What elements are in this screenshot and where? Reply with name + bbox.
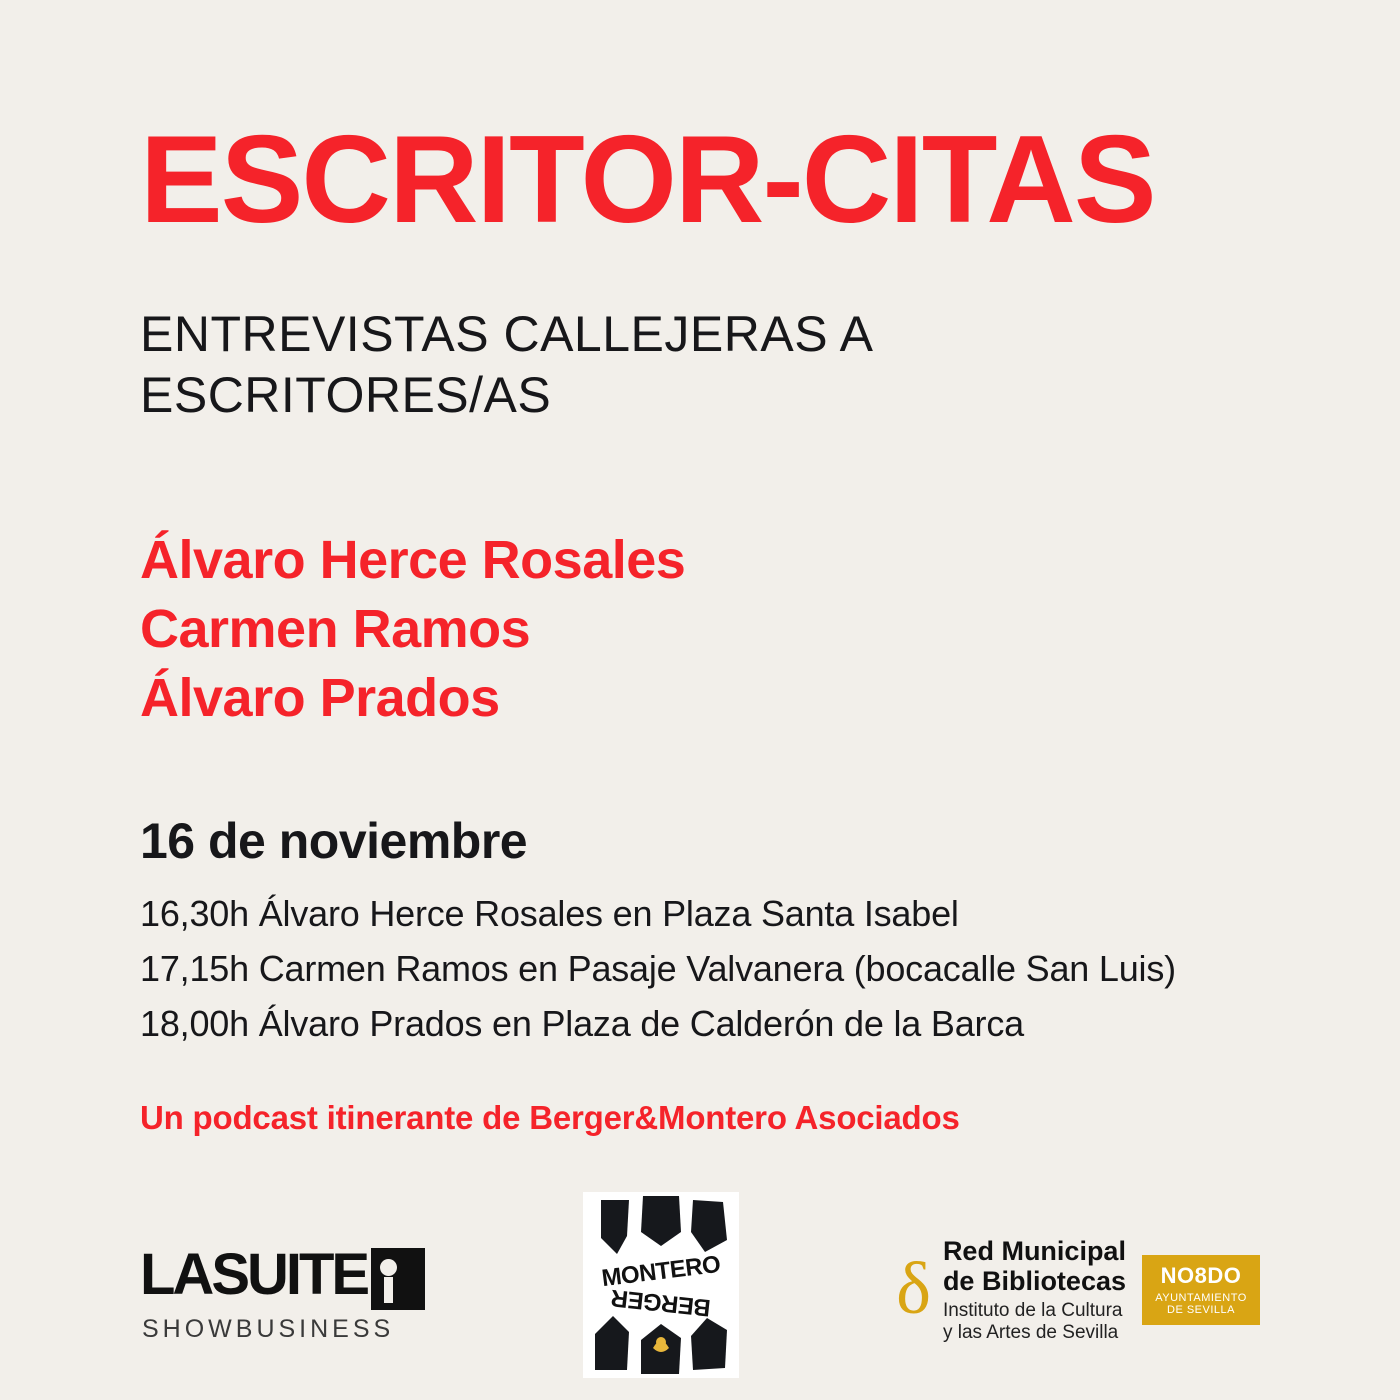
speaker-name: Álvaro Prados [140, 668, 500, 729]
bibliotecas-symbol-icon: δ [896, 1248, 931, 1331]
door-hanger-icon [371, 1248, 425, 1310]
schedule-list [140, 871, 1260, 1051]
bibliotecas-text [943, 1236, 1126, 1344]
bibliotecas-line-2: de Bibliotecas [942, 1266, 1126, 1297]
nodo-wordmark: NO8DO [1160, 1263, 1242, 1289]
lasuite-wordmark: LASUITE [140, 1242, 368, 1307]
event-date: 16 de noviembre [140, 813, 528, 870]
ayuntamiento-line-1: AYUNTAMIENTO [1155, 1292, 1247, 1305]
ayuntamiento-badge [1142, 1255, 1260, 1325]
speaker-name: Álvaro Herce Rosales [140, 530, 686, 590]
schedule-item: 18,00h Álvaro Prados en Plaza de Calderón de la Barca [140, 1002, 1024, 1044]
lasuite-logo-mark [140, 1242, 425, 1310]
ayuntamiento-line-2: DE SEVILLA [1167, 1304, 1235, 1317]
poster-subtitle: ENTREVISTAS CALLEJERAS A ESCRITORES/AS [140, 306, 871, 423]
speaker-list [140, 426, 1260, 733]
bibliotecas-line-3: Instituto de la Cultura [942, 1300, 1123, 1322]
bibliotecas-line-1: Red Municipal [942, 1235, 1126, 1266]
bibliotecas-line-4: y las Artes de Sevilla [942, 1322, 1119, 1344]
page-title: ESCRITOR-CITAS [140, 111, 1155, 249]
sponsor-logos [0, 1188, 1400, 1378]
lasuite-tagline: SHOWBUSINESS [142, 1315, 395, 1343]
montero-wordmark: MONTERO [599, 1250, 722, 1293]
montero-berger-logo [583, 1192, 739, 1378]
speaker-name: Carmen Ramos [140, 599, 531, 660]
lasuite-logo [140, 1242, 425, 1378]
berger-wordmark: BERGER [609, 1283, 712, 1322]
podcast-credit: Un podcast itinerante de Berger&Montero Asociados [140, 1099, 960, 1137]
schedule-item: 17,15h Carmen Ramos en Pasaje Valvanera (bocacalle San Luis) [140, 948, 1176, 990]
red-bibliotecas-logo [896, 1236, 1260, 1378]
schedule-item: 16,30h Álvaro Herce Rosales en Plaza Santa Isabel [140, 893, 959, 935]
